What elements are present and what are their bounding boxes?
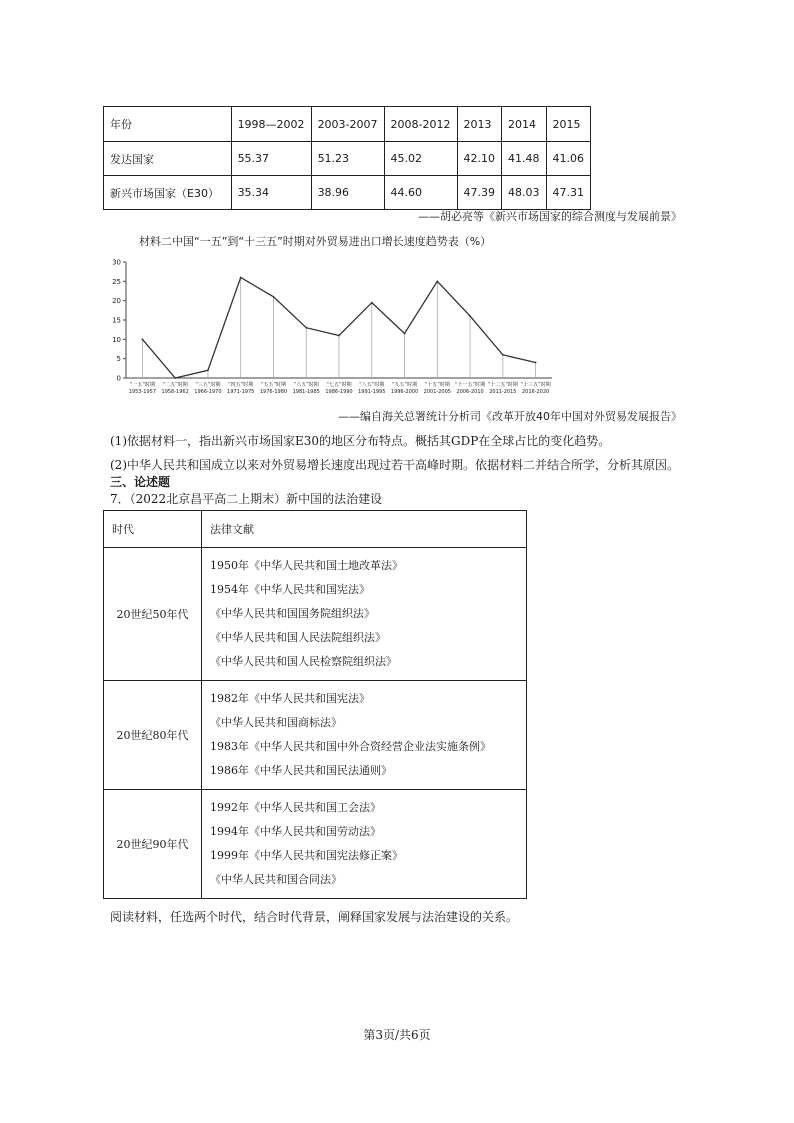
table-cell: 45.02	[384, 142, 457, 176]
table-header-cell: 年份	[104, 107, 232, 142]
table-cell: 48.03	[502, 176, 547, 210]
laws-cell	[202, 548, 527, 681]
section-heading: 三、论述题	[110, 475, 171, 489]
law-item: 《中华人民共和国人民检察院组织法》	[210, 655, 397, 668]
table-row	[104, 548, 527, 681]
law-item: 1982年《中华人民共和国宪法》	[210, 692, 370, 705]
x-tick-period-label: 2001-2005	[423, 389, 451, 395]
law-item: 《中华人民共和国人民法院组织法》	[210, 631, 386, 644]
table-cell: 41.48	[502, 142, 547, 176]
y-tick-label: 5	[116, 355, 121, 364]
data-point	[305, 327, 307, 329]
table-header-cell: 2013	[457, 107, 502, 142]
data-point	[141, 338, 143, 340]
x-tick-period-label: 1996-2000	[390, 389, 419, 395]
question-7-title: 7．（2022北京昌平高二上期末）新中国的法治建设	[110, 492, 383, 506]
table-cell: 47.31	[546, 176, 591, 210]
table-cell: 42.10	[457, 142, 502, 176]
table-header-cell: 1998—2002	[231, 107, 311, 142]
chart-title: 材料二中国“一五”到“十三五”时期对外贸易进出口增长速度趋势表（%）	[139, 235, 492, 248]
law-item: 1986年《中华人民共和国民法通则》	[210, 764, 392, 777]
table-cell: 41.06	[546, 142, 591, 176]
law-item: 1994年《中华人民共和国劳动法》	[210, 825, 381, 838]
data-point	[535, 362, 537, 364]
page-number: 第3页/共6页	[363, 1028, 431, 1042]
table-cell: 55.37	[231, 142, 311, 176]
law-item: 1999年《中华人民共和国宪法修正案》	[210, 849, 403, 862]
x-tick-period-label: 2016-2020	[521, 389, 550, 395]
law-item: 1983年《中华人民共和国中外合资经营企业法实施条例》	[210, 740, 491, 753]
law-item: 1992年《中华人民共和国工会法》	[210, 801, 381, 814]
law-item: 1950年《中华人民共和国土地改革法》	[210, 559, 403, 572]
era-cell: 20世纪80年代	[104, 681, 202, 790]
law-item: 《中华人民共和国合同法》	[210, 873, 342, 886]
x-tick-period-label: 1986-1990	[325, 389, 353, 395]
data-point	[436, 280, 438, 282]
y-tick-label: 0	[116, 374, 121, 383]
table-cell: 发达国家	[104, 142, 232, 176]
data-point	[338, 335, 340, 337]
x-tick-label: “三五”时期	[195, 382, 221, 388]
table-cell: 51.23	[311, 142, 384, 176]
table-header-cell: 2003-2007	[311, 107, 384, 142]
data-point	[469, 315, 471, 317]
table-row	[104, 681, 527, 790]
y-tick-label: 20	[112, 297, 121, 306]
table-header-cell: 法律文献	[202, 511, 527, 548]
table-header-row	[104, 511, 527, 548]
law-documents-table	[103, 510, 527, 899]
x-tick-label: “一五”时期	[129, 382, 155, 388]
table-row	[104, 790, 527, 899]
x-tick-label: “二五”时期	[162, 382, 188, 388]
data-point	[240, 277, 242, 279]
x-tick-period-label: 1971-1975	[227, 389, 255, 395]
x-tick-period-label: 1966-1970	[194, 389, 222, 395]
table-header-cell: 2015	[546, 107, 591, 142]
x-tick-label: “六五”时期	[293, 382, 319, 388]
data-point	[273, 296, 275, 298]
table-cell: 新兴市场国家（E30）	[104, 176, 232, 210]
data-point	[371, 302, 373, 304]
data-point	[502, 354, 504, 356]
law-item: 《中华人民共和国国务院组织法》	[210, 607, 375, 620]
table-row	[104, 142, 591, 176]
data-point	[174, 377, 176, 379]
x-tick-label: “九五”时期	[391, 382, 418, 388]
x-tick-period-label: 2011-2015	[489, 389, 517, 395]
x-tick-label: “七五”时期	[326, 382, 352, 388]
x-tick-period-label: 1953-1957	[128, 389, 157, 395]
data-point	[207, 369, 209, 371]
y-tick-label: 15	[112, 316, 121, 325]
x-tick-label: “十二五”时期	[487, 382, 518, 388]
table-header-row	[104, 107, 591, 142]
x-tick-label: “十一五”时期	[454, 382, 486, 388]
table-cell: 35.34	[231, 176, 311, 210]
y-tick-label: 10	[112, 335, 121, 344]
table-source-citation: ——胡必亮等《新兴市场国家的综合测度与发展前景》	[418, 210, 682, 223]
question-2: (2)中华人民共和国成立以来对外贸易增长速度出现过若干高峰时期。依据材料二并结合所学，分析其原因。	[110, 458, 680, 472]
x-tick-period-label: 1981-1985	[292, 389, 320, 395]
y-tick-label: 25	[112, 277, 121, 286]
era-cell: 20世纪90年代	[104, 790, 202, 899]
table-header-cell: 2008-2012	[384, 107, 457, 142]
law-item: 1954年《中华人民共和国宪法》	[210, 583, 370, 596]
question-7-prompt: 阅读材料，任选两个时代，结合时代背景，阐释国家发展与法治建设的关系。	[110, 910, 519, 924]
question-1: (1)依据材料一，指出新兴市场国家E30的地区分布特点。概括其GDP在全球占比的变化趋势。	[110, 434, 611, 448]
table-row	[104, 176, 591, 210]
table-cell: 38.96	[311, 176, 384, 210]
x-tick-label: “十五”时期	[424, 382, 450, 388]
era-cell: 20世纪50年代	[104, 548, 202, 681]
y-tick-label: 30	[112, 258, 121, 267]
x-tick-label: “十三五”时期	[520, 382, 551, 388]
x-tick-label: “五五”时期	[260, 382, 287, 388]
x-tick-label: “八五”时期	[359, 382, 385, 388]
table-cell: 47.39	[457, 176, 502, 210]
x-tick-period-label: 1976-1980	[259, 389, 288, 395]
chart-source-citation: ——编自海关总署统计分析司《改革开放40年中国对外贸易发展报告》	[338, 410, 682, 423]
law-item: 《中华人民共和国商标法》	[210, 716, 342, 729]
data-point	[404, 333, 406, 335]
x-tick-period-label: 1991-1995	[358, 389, 386, 395]
laws-cell	[202, 790, 527, 899]
x-tick-period-label: 1958-1962	[161, 389, 189, 395]
x-tick-period-label: 2006-2010	[456, 389, 484, 395]
table-header-cell: 2014	[502, 107, 547, 142]
x-tick-label: “四五”时期	[228, 382, 254, 388]
gdp-share-table	[103, 106, 591, 210]
trade-growth-line-chart	[112, 256, 562, 396]
table-header-cell: 时代	[104, 511, 202, 548]
laws-cell	[202, 681, 527, 790]
table-cell: 44.60	[384, 176, 457, 210]
